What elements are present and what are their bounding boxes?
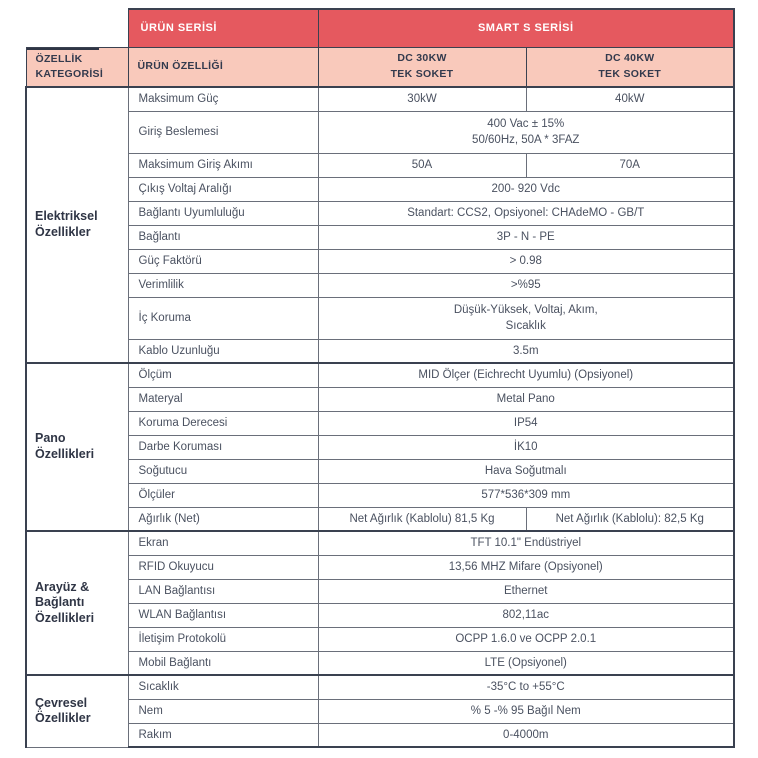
model-dc30kw-socket: TEK SOKET [390,67,454,80]
value-cell: 40kW [526,87,734,111]
table-row [26,87,734,111]
value-cell: 0-4000m [318,723,734,747]
property-cell: Maksimum Güç [128,87,318,111]
model-dc30kw-header [318,47,526,87]
model-dc40kw-name: DC 40KW [605,52,655,64]
table-row [26,297,734,339]
value-cell: 3P - N - PE [318,225,734,249]
value-cell: Ethernet [318,579,734,603]
table-row [26,675,734,699]
product-feature-header: ÜRÜN ÖZELLİĞİ [128,47,318,87]
value-cell: Hava Soğutmalı [318,459,734,483]
property-cell: Ekran [128,531,318,555]
spec-table [25,8,735,748]
category-cell: Pano Özellikleri [26,363,128,531]
table-row [26,363,734,387]
feature-category-label: ÖZELLİK KATEGORİSİ [35,52,104,80]
value-cell: 200- 920 Vdc [318,177,734,201]
value-cell: LTE (Opsiyonel) [318,651,734,675]
model-dc40kw-header [526,47,734,87]
table-row [26,411,734,435]
value-cell: OCPP 1.6.0 ve OCPP 2.0.1 [318,627,734,651]
property-cell: Koruma Derecesi [128,411,318,435]
table-row [26,201,734,225]
value-cell: 802,11ac [318,603,734,627]
value-cell: >%95 [318,273,734,297]
property-cell: Maksimum Giriş Akımı [128,153,318,177]
value-cell: > 0.98 [318,249,734,273]
model-dc40kw-socket: TEK SOKET [598,67,662,80]
category-cell: Arayüz & Bağlantı Özellikleri [26,531,128,675]
property-cell: Giriş Beslemesi [128,111,318,153]
table-row [26,555,734,579]
value-cell: Metal Pano [318,387,734,411]
property-cell: Darbe Koruması [128,435,318,459]
table-row [26,387,734,411]
table-row [26,507,734,531]
property-cell: RFID Okuyucu [128,555,318,579]
table-row [26,273,734,297]
table-row [26,177,734,201]
value-cell: MID Ölçer (Eichrecht Uyumlu) (Opsiyonel) [318,363,734,387]
property-cell: WLAN Bağlantısı [128,603,318,627]
property-cell: Soğutucu [128,459,318,483]
table-row [26,483,734,507]
table-row [26,651,734,675]
model-dc30kw-name: DC 30KW [397,52,447,64]
table-row [26,225,734,249]
table-row [26,579,734,603]
table-header-row-models [26,47,734,87]
table-row [26,249,734,273]
value-cell: 3.5m [318,339,734,363]
value-cell: Net Ağırlık (Kablolu) 81,5 Kg [318,507,526,531]
value-cell: İK10 [318,435,734,459]
table-row [26,111,734,153]
table-header-row-series [26,9,734,47]
product-series-header: ÜRÜN SERİSİ [128,9,318,47]
property-cell: Sıcaklık [128,675,318,699]
property-cell: Güç Faktörü [128,249,318,273]
table-row [26,603,734,627]
property-cell: Ağırlık (Net) [128,507,318,531]
property-cell: Bağlantı [128,225,318,249]
value-cell: 13,56 MHZ Mifare (Opsiyonel) [318,555,734,579]
table-row [26,531,734,555]
property-cell: Mobil Bağlantı [128,651,318,675]
table-row [26,723,734,747]
property-cell: Çıkış Voltaj Aralığı [128,177,318,201]
table-row [26,435,734,459]
property-cell: İletişim Protokolü [128,627,318,651]
value-cell: % 5 -% 95 Bağıl Nem [318,699,734,723]
value-cell: 70A [526,153,734,177]
property-cell: Kablo Uzunluğu [128,339,318,363]
feature-category-header [26,47,128,87]
category-cell: Çevresel Özellikler [26,675,128,747]
category-cell: Elektriksel Özellikler [26,87,128,363]
value-cell: Düşük-Yüksek, Voltaj, Akım, Sıcaklık [318,297,734,339]
property-cell: Ölçüm [128,363,318,387]
accent-bar [26,47,99,50]
property-cell: LAN Bağlantısı [128,579,318,603]
value-cell: IP54 [318,411,734,435]
property-cell: Verimlilik [128,273,318,297]
table-row [26,153,734,177]
series-name-header: SMART S SERİSİ [318,9,734,47]
property-cell: Materyal [128,387,318,411]
blank-corner [26,9,128,47]
value-cell: TFT 10.1" Endüstriyel [318,531,734,555]
table-row [26,699,734,723]
table-row [26,339,734,363]
table-row [26,459,734,483]
property-cell: Ölçüler [128,483,318,507]
value-cell: Net Ağırlık (Kablolu): 82,5 Kg [526,507,734,531]
table-row [26,627,734,651]
property-cell: Bağlantı Uyumluluğu [128,201,318,225]
property-cell: İç Koruma [128,297,318,339]
value-cell: 400 Vac ± 15% 50/60Hz, 50A * 3FAZ [318,111,734,153]
property-cell: Nem [128,699,318,723]
value-cell: -35°C to +55°C [318,675,734,699]
value-cell: 30kW [318,87,526,111]
value-cell: Standart: CCS2, Opsiyonel: CHAdeMO - GB/T [318,201,734,225]
property-cell: Rakım [128,723,318,747]
value-cell: 577*536*309 mm [318,483,734,507]
value-cell: 50A [318,153,526,177]
